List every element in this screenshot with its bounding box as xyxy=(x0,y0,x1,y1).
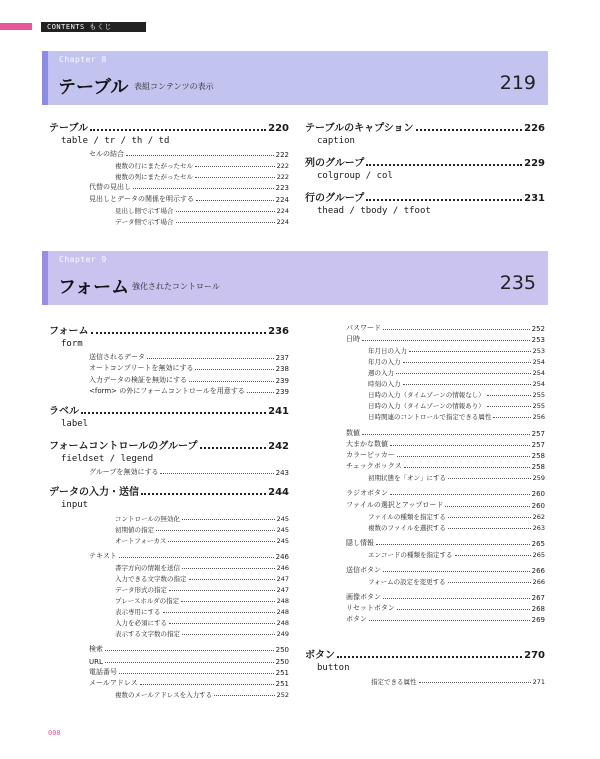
toc-entry-page: 222 xyxy=(276,173,289,182)
toc-entry-title: 日時の入力（タイムゾーンの情報なし） xyxy=(368,391,485,400)
toc-entry[interactable] xyxy=(305,675,545,686)
dot-leader xyxy=(448,582,531,583)
toc-entry[interactable] xyxy=(49,437,289,452)
toc-entry[interactable] xyxy=(346,498,545,509)
toc-entry-title: セルの結合 xyxy=(89,150,124,159)
toc-entry[interactable] xyxy=(305,646,545,661)
dot-leader xyxy=(189,579,275,580)
chapter-label: Chapter 9 xyxy=(59,255,107,264)
toc-entry-page: 260 xyxy=(531,501,545,510)
toc-entry-title: エンコードの種類を指定する xyxy=(368,550,453,559)
toc-entry-page: 244 xyxy=(268,486,289,498)
dot-leader xyxy=(369,620,530,621)
toc-entry-title: 電話番号 xyxy=(89,667,117,676)
toc-entry-title: プレースホルダの指定 xyxy=(115,597,180,606)
toc-entry-title: 複数の行にまたがったセル xyxy=(115,162,193,171)
toc-entry[interactable] xyxy=(346,333,545,344)
toc-entry[interactable] xyxy=(49,215,289,226)
dot-leader xyxy=(182,519,275,520)
toc-entry-title: 表示する文字数の指定 xyxy=(115,630,180,639)
toc-entry[interactable] xyxy=(49,594,289,605)
toc-entry-title: 書字方向の情報を送信 xyxy=(115,564,180,573)
toc-entry[interactable] xyxy=(346,521,545,532)
toc-entry-title: ファイルの選択とアップロード xyxy=(346,500,444,509)
toc-entry-page: 224 xyxy=(275,195,289,204)
toc-entry[interactable] xyxy=(346,410,545,421)
toc-entry-title: ファイルの種類を指定する xyxy=(368,512,446,521)
toc-entry-title: 行のグループ xyxy=(305,193,365,204)
toc-entry-page: 268 xyxy=(531,605,545,614)
dot-leader xyxy=(169,590,275,591)
toc-entry[interactable] xyxy=(49,385,289,396)
toc-entry-title: 入力できる文字数の指定 xyxy=(115,575,187,584)
toc-entry[interactable] xyxy=(49,512,289,523)
toc-entry-page: 257 xyxy=(531,440,545,449)
toc-entry[interactable] xyxy=(346,548,545,559)
dot-leader xyxy=(487,395,531,396)
dot-leader xyxy=(455,555,531,556)
toc-entry[interactable] xyxy=(49,654,289,665)
toc-entry-page: 263 xyxy=(532,523,545,532)
dot-leader xyxy=(81,412,266,414)
toc-entry[interactable] xyxy=(49,643,289,654)
toc-entry-page: 269 xyxy=(531,616,545,625)
toc-entry-page: 224 xyxy=(276,217,289,226)
dot-leader xyxy=(403,362,531,363)
toc-entry-page: 242 xyxy=(268,440,289,452)
ch9-right-list xyxy=(346,322,545,624)
dot-leader xyxy=(105,650,274,651)
dot-leader xyxy=(487,406,531,407)
toc-entry[interactable] xyxy=(346,602,545,613)
toc-entry[interactable] xyxy=(346,344,545,355)
toc-entry-page: 245 xyxy=(276,514,289,523)
dot-leader xyxy=(419,682,531,683)
toc-entry-title: フォーム xyxy=(49,326,89,337)
toc-entry-page: 231 xyxy=(524,193,545,204)
toc-entry-title: オートコンプリートを無効にする xyxy=(89,364,194,373)
toc-entry-page: 236 xyxy=(268,326,289,337)
dot-leader xyxy=(390,494,530,495)
toc-entry-page: 254 xyxy=(532,369,545,378)
toc-entry-page: 257 xyxy=(531,429,545,438)
dot-leader xyxy=(168,541,274,542)
toc-entry-title: 大まかな数値 xyxy=(346,439,388,448)
toc-entry-page: 223 xyxy=(275,184,289,193)
toc-entry-page: 255 xyxy=(532,402,545,411)
toc-entry-page: 262 xyxy=(532,512,545,521)
dot-leader xyxy=(195,177,275,178)
toc-entry-title: URL xyxy=(89,657,103,666)
toc-entry-page: 253 xyxy=(532,347,545,356)
dot-leader xyxy=(141,493,266,495)
toc-entry-page: 238 xyxy=(275,365,289,374)
ch8-right-list xyxy=(305,113,545,218)
dot-leader xyxy=(126,155,274,156)
dot-leader xyxy=(448,517,531,518)
toc-entry[interactable] xyxy=(346,399,545,410)
toc-entry-title: コントロールの無効化 xyxy=(115,514,180,523)
dot-leader xyxy=(397,609,530,610)
toc-entry-page: 247 xyxy=(276,586,289,595)
toc-entry-page: 271 xyxy=(532,678,545,686)
toc-entry-title: テーブル xyxy=(49,123,89,134)
dot-leader xyxy=(396,373,531,374)
chapter-title: フォーム xyxy=(58,277,130,298)
toc-entry-page: 226 xyxy=(524,123,545,134)
toc-entry-title: 初期値の指定 xyxy=(115,525,154,534)
toc-entry-page: 260 xyxy=(531,490,545,499)
toc-entry-title: データの入力・送信 xyxy=(49,486,139,498)
dot-leader xyxy=(448,528,531,529)
toc-entry-page: 256 xyxy=(532,413,545,422)
toc-entry-title: 検索 xyxy=(89,645,103,654)
toc-code: form xyxy=(61,339,83,349)
toc-entry-title: ラジオボタン xyxy=(346,489,388,498)
toc-entry-page: 270 xyxy=(524,650,545,661)
toc-code: thead / tbody / tfoot xyxy=(317,206,431,216)
dot-leader xyxy=(189,381,274,382)
toc-entry-page: 239 xyxy=(275,376,289,385)
toc-entry[interactable] xyxy=(346,426,545,437)
toc-entry-title: フォームの設定を変更する xyxy=(368,577,446,586)
toc-entry[interactable] xyxy=(346,564,545,575)
dot-leader xyxy=(147,358,274,359)
dot-leader xyxy=(200,447,267,449)
toc-code: fieldset / legend xyxy=(61,453,154,464)
toc-entry-page: 224 xyxy=(276,206,289,215)
toc-entry-page: 258 xyxy=(531,451,545,460)
toc-entry-title: 複数のファイルを選択する xyxy=(368,523,446,532)
toc-entry-page: 250 xyxy=(275,657,289,666)
toc-entry-title: 複数の列にまたがったセル xyxy=(115,173,193,182)
toc-code: colgroup / col xyxy=(317,171,393,181)
chapter-title: テーブル xyxy=(58,77,129,98)
toc-entry-page: 265 xyxy=(531,539,545,548)
toc-entry-title: チェックボックス xyxy=(346,462,402,471)
toc-entry[interactable] xyxy=(346,438,545,449)
toc-entry-title: 日時関連のコントロールで指定できる属性 xyxy=(368,413,492,422)
dot-leader xyxy=(160,473,273,474)
toc-entry-title: 年月日の入力 xyxy=(368,347,407,356)
toc-entry[interactable] xyxy=(49,677,289,688)
dot-leader xyxy=(493,417,530,418)
toc-entry[interactable] xyxy=(49,159,289,170)
toc-entry-page: 243 xyxy=(275,468,289,477)
toc-entry-page: 245 xyxy=(276,536,289,545)
toc-entry-title: 画像ボタン xyxy=(346,593,381,602)
dot-leader xyxy=(390,445,530,446)
toc-entry-title: テーブルのキャプション xyxy=(305,123,414,134)
toc-entry-page: 251 xyxy=(275,668,289,677)
toc-entry[interactable] xyxy=(305,154,545,169)
toc-code: input xyxy=(61,499,89,510)
toc-entry-page: 222 xyxy=(276,162,289,171)
dot-leader xyxy=(416,129,523,131)
toc-entry-title: ボタン xyxy=(305,650,335,661)
toc-entry[interactable] xyxy=(49,605,289,616)
dot-leader xyxy=(409,351,531,352)
toc-entry-page: 220 xyxy=(268,123,289,134)
dot-leader xyxy=(181,601,274,602)
toc-entry[interactable] xyxy=(49,688,289,699)
dot-leader xyxy=(196,200,274,201)
toc-entry-title: データ側で示す場合 xyxy=(115,217,174,226)
dot-leader xyxy=(156,530,275,531)
toc-entry-title: フォームコントロールのグループ xyxy=(49,440,198,452)
toc-entry-page: 248 xyxy=(276,619,289,628)
dot-leader xyxy=(445,506,529,507)
toc-entry[interactable] xyxy=(346,591,545,602)
dot-leader xyxy=(383,329,530,330)
toc-entry[interactable] xyxy=(49,466,289,477)
toc-entry-title: 代替の見出し xyxy=(89,183,131,192)
toc-entry[interactable] xyxy=(346,449,545,460)
toc-entry-title: オートフォーカス xyxy=(115,536,167,545)
ch9-bottom-list xyxy=(305,640,545,686)
toc-entry[interactable] xyxy=(346,575,545,586)
toc-entry-page: 267 xyxy=(531,594,545,603)
toc-entry-title: テキスト xyxy=(89,552,117,561)
toc-entry-title: 指定できる属性 xyxy=(371,678,417,686)
toc-entry-page: 246 xyxy=(276,564,289,573)
dot-leader xyxy=(366,164,522,166)
toc-entry-title: データ形式の指定 xyxy=(115,586,167,595)
toc-entry-title: 隠し情報 xyxy=(346,538,374,547)
toc-entry-title: ラベル xyxy=(49,405,79,417)
dot-leader xyxy=(195,166,275,167)
toc-entry[interactable] xyxy=(305,119,545,134)
dot-leader xyxy=(403,384,531,385)
toc-entry[interactable] xyxy=(49,181,289,192)
toc-entry-title: パスワード xyxy=(346,324,381,333)
toc-entry-page: 259 xyxy=(532,474,545,483)
toc-entry-page: 251 xyxy=(275,679,289,688)
toc-code: caption xyxy=(317,136,355,146)
toc-entry-page: 248 xyxy=(276,597,289,606)
toc-entry-title: 入力を必須にする xyxy=(115,619,167,628)
toc-entry-page: 245 xyxy=(276,525,289,534)
dot-leader xyxy=(182,568,275,569)
toc-entry[interactable] xyxy=(49,351,289,362)
toc-entry-page: 265 xyxy=(532,550,545,559)
header-accent-bar xyxy=(0,23,32,30)
toc-entry-page: 246 xyxy=(275,553,289,562)
dot-leader xyxy=(376,544,530,545)
toc-entry-page: 254 xyxy=(532,358,545,367)
dot-leader xyxy=(119,673,274,674)
toc-entry[interactable] xyxy=(49,616,289,627)
toc-entry-page: 222 xyxy=(275,151,289,160)
ch9-left-list xyxy=(49,316,289,699)
toc-entry[interactable] xyxy=(49,583,289,594)
dot-leader xyxy=(383,571,530,572)
dot-leader xyxy=(176,222,275,223)
toc-entry-title: 複数のメールアドレスを入力する xyxy=(115,690,213,699)
dot-leader xyxy=(91,332,267,334)
chapter-subtitle: 強化されたコントロール xyxy=(132,282,220,291)
toc-entry[interactable] xyxy=(49,561,289,572)
toc-entry[interactable] xyxy=(346,460,545,471)
toc-entry[interactable] xyxy=(346,510,545,521)
toc-entry[interactable] xyxy=(49,373,289,384)
toc-entry-title: ボタン xyxy=(346,615,367,624)
toc-entry-title: 見出し側で示す場合 xyxy=(115,206,174,215)
dot-leader xyxy=(163,612,275,613)
dot-leader xyxy=(404,467,530,468)
toc-entry-title: 列のグループ xyxy=(305,158,365,169)
toc-entry-title: 年月の入力 xyxy=(368,358,401,367)
toc-entry[interactable] xyxy=(49,572,289,583)
toc-entry-page: 252 xyxy=(531,325,545,334)
dot-leader xyxy=(214,695,274,696)
dot-leader xyxy=(176,211,275,212)
toc-entry-page: 253 xyxy=(531,336,545,345)
toc-entry-title: <form> の外にフォームコントロールを用意する xyxy=(89,386,245,395)
dot-leader xyxy=(362,340,530,341)
toc-entry-page: 247 xyxy=(276,575,289,584)
dot-leader xyxy=(169,623,275,624)
toc-entry-title: 送信されるデータ xyxy=(89,353,145,362)
toc-entry-title: 初期状態を「オン」にする xyxy=(368,474,446,483)
toc-entry[interactable] xyxy=(346,322,545,333)
toc-entry-title: リセットボタン xyxy=(346,604,395,613)
toc-entry[interactable] xyxy=(49,119,289,134)
toc-entry-page: 249 xyxy=(276,630,289,639)
toc-entry[interactable] xyxy=(49,550,289,561)
toc-entry[interactable] xyxy=(49,627,289,638)
toc-entry-title: 送信ボタン xyxy=(346,565,381,574)
toc-code: button xyxy=(317,663,350,673)
toc-entry-title: 時刻の入力 xyxy=(368,380,401,389)
toc-entry[interactable] xyxy=(346,471,545,482)
toc-entry-title: メールアドレス xyxy=(89,678,138,687)
toc-code: table / tr / th / td xyxy=(61,136,170,146)
dot-leader xyxy=(195,369,273,370)
toc-entry-title: グループを無効にする xyxy=(89,467,159,476)
dot-leader xyxy=(90,129,266,131)
toc-entry-title: 数値 xyxy=(346,428,360,437)
toc-entry-title: 週の入力 xyxy=(368,369,394,378)
toc-entry[interactable] xyxy=(49,170,289,181)
toc-entry-title: 見出しとデータの関係を明示する xyxy=(89,194,194,203)
toc-entry[interactable] xyxy=(346,355,545,366)
toc-entry-page: 239 xyxy=(275,387,289,396)
toc-entry[interactable] xyxy=(49,666,289,677)
toc-entry[interactable] xyxy=(49,362,289,373)
toc-entry[interactable] xyxy=(346,613,545,624)
toc-entry[interactable] xyxy=(346,487,545,498)
dot-leader xyxy=(366,199,522,201)
dot-leader xyxy=(105,662,274,663)
chapter-page: 219 xyxy=(499,72,536,94)
dot-leader xyxy=(337,656,522,658)
toc-entry-title: 表示専用にする xyxy=(115,608,161,617)
toc-entry[interactable] xyxy=(346,388,545,399)
dot-leader xyxy=(362,434,530,435)
chapter-9-banner xyxy=(42,251,548,305)
toc-entry[interactable] xyxy=(49,204,289,215)
toc-entry-page: 237 xyxy=(275,354,289,363)
toc-code: label xyxy=(61,418,89,429)
dot-leader xyxy=(140,684,274,685)
dot-leader xyxy=(119,557,274,558)
toc-entry-page: 229 xyxy=(524,158,545,169)
toc-entry-page: 255 xyxy=(532,391,545,400)
toc-entry-title: 日時 xyxy=(346,335,360,344)
toc-entry-title: 入力データの検証を無効にする xyxy=(89,375,187,384)
toc-entry[interactable] xyxy=(49,148,289,159)
toc-entry-page: 248 xyxy=(276,608,289,617)
toc-entry[interactable] xyxy=(305,189,545,204)
toc-entry[interactable] xyxy=(49,402,289,417)
toc-entry[interactable] xyxy=(346,377,545,388)
dot-leader xyxy=(133,188,274,189)
toc-entry[interactable] xyxy=(49,322,289,337)
chapter-label: Chapter 8 xyxy=(59,55,107,64)
toc-entry-title: カラーピッカー xyxy=(346,450,395,459)
toc-entry-page: 250 xyxy=(275,646,289,655)
toc-entry[interactable] xyxy=(49,483,289,498)
chapter-subtitle: 表組コンテンツの表示 xyxy=(134,82,214,91)
toc-entry-page: 258 xyxy=(531,463,545,472)
dot-leader xyxy=(247,392,274,393)
chapter-page: 235 xyxy=(499,272,536,294)
dot-leader xyxy=(383,598,530,599)
toc-entry-page: 241 xyxy=(268,405,289,417)
toc-entry-page: 266 xyxy=(532,577,545,586)
ch8-left-list xyxy=(49,113,289,226)
toc-entry[interactable] xyxy=(49,523,289,534)
toc-entry-title: 日時の入力（タイムゾーンの情報あり） xyxy=(368,402,485,411)
toc-entry[interactable] xyxy=(49,534,289,545)
toc-entry[interactable] xyxy=(49,192,289,203)
dot-leader xyxy=(182,634,275,635)
toc-entry[interactable] xyxy=(346,366,545,377)
toc-entry-page: 254 xyxy=(532,380,545,389)
page-number: 008 xyxy=(48,729,61,737)
dot-leader xyxy=(397,456,530,457)
toc-entry-page: 252 xyxy=(276,690,289,699)
dot-leader xyxy=(448,478,531,479)
chapter-8-banner xyxy=(42,51,548,105)
contents-header: CONTENTS もくじ xyxy=(41,22,146,32)
toc-entry[interactable] xyxy=(346,537,545,548)
toc-entry-page: 266 xyxy=(531,566,545,575)
